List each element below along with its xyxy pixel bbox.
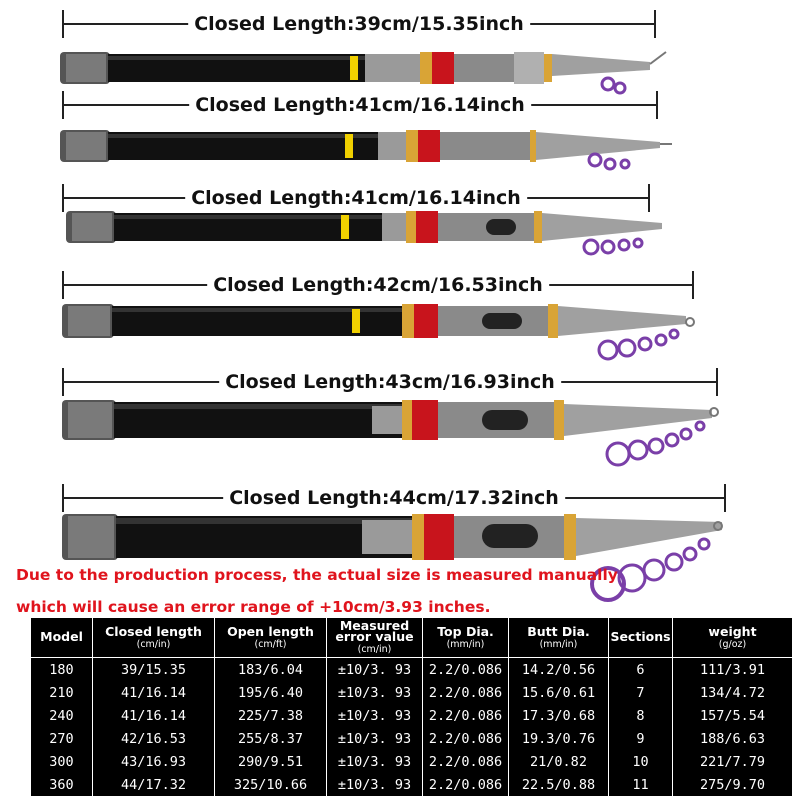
cell-sections: 8 xyxy=(609,704,673,727)
cell-weight: 134/4.72 xyxy=(673,681,793,704)
cell-weight: 221/7.79 xyxy=(673,750,793,773)
cell-weight: 157/5.54 xyxy=(673,704,793,727)
cell-top-dia: 2.2/0.086 xyxy=(423,773,509,796)
cell-sections: 7 xyxy=(609,681,673,704)
closed-length-label: Closed Length:44cm/17.32inch xyxy=(223,484,565,512)
header-closed-length: Closed length (cm/in) xyxy=(93,618,215,658)
header-measured-error: Measured error value (cm/in) xyxy=(327,618,423,658)
rod-image xyxy=(62,298,698,378)
cell-sections: 9 xyxy=(609,727,673,750)
header-model: Model xyxy=(31,618,93,658)
cell-open-length: 195/6.40 xyxy=(215,681,327,704)
cell-error: ±10/3. 93 xyxy=(327,658,423,682)
cell-butt-dia: 15.6/0.61 xyxy=(509,681,609,704)
cell-model: 270 xyxy=(31,727,93,750)
cell-butt-dia: 17.3/0.68 xyxy=(509,704,609,727)
cell-weight: 275/9.70 xyxy=(673,773,793,796)
rod-drawing xyxy=(62,514,722,600)
cell-closed-length: 39/15.35 xyxy=(93,658,215,682)
cell-model: 180 xyxy=(31,658,93,682)
cell-sections: 10 xyxy=(609,750,673,773)
dimension-line-rod-300 xyxy=(62,368,718,396)
dimension-line-rod-360 xyxy=(62,484,726,512)
table-row xyxy=(31,658,793,682)
cell-open-length: 225/7.38 xyxy=(215,704,327,727)
rod-image xyxy=(66,205,666,270)
cell-weight: 188/6.63 xyxy=(673,727,793,750)
cell-top-dia: 2.2/0.086 xyxy=(423,704,509,727)
dimension-line-rod-270 xyxy=(62,271,694,299)
table-row xyxy=(31,750,793,773)
cell-error: ±10/3. 93 xyxy=(327,704,423,727)
cell-model: 240 xyxy=(31,704,93,727)
header-weight: weight (g/oz) xyxy=(673,618,793,658)
rod-drawing xyxy=(66,211,662,254)
cell-open-length: 183/6.04 xyxy=(215,658,327,682)
cell-closed-length: 42/16.53 xyxy=(93,727,215,750)
cell-error: ±10/3. 93 xyxy=(327,750,423,773)
header-sections: Sections xyxy=(609,618,673,658)
table-row xyxy=(31,704,793,727)
cell-butt-dia: 21/0.82 xyxy=(509,750,609,773)
rod-drawing xyxy=(62,400,718,465)
cell-top-dia: 2.2/0.086 xyxy=(423,727,509,750)
cell-top-dia: 2.2/0.086 xyxy=(423,681,509,704)
cell-top-dia: 2.2/0.086 xyxy=(423,750,509,773)
table-row xyxy=(31,773,793,796)
header-top-dia: Top Dia. (mm/in) xyxy=(423,618,509,658)
cell-butt-dia: 14.2/0.56 xyxy=(509,658,609,682)
cell-error: ±10/3. 93 xyxy=(327,727,423,750)
cell-open-length: 290/9.51 xyxy=(215,750,327,773)
closed-length-label: Closed Length:42cm/16.53inch xyxy=(207,271,549,299)
notice-line-2: which will cause an error range of +10cm/3.93 inches. xyxy=(16,598,491,616)
spec-table xyxy=(30,617,793,796)
cell-closed-length: 43/16.93 xyxy=(93,750,215,773)
rod-drawing xyxy=(60,52,666,93)
cell-error: ±10/3. 93 xyxy=(327,773,423,796)
closed-length-label: Closed Length:39cm/15.35inch xyxy=(188,10,530,38)
cell-open-length: 255/8.37 xyxy=(215,727,327,750)
cell-model: 300 xyxy=(31,750,93,773)
cell-sections: 6 xyxy=(609,658,673,682)
cell-butt-dia: 22.5/0.88 xyxy=(509,773,609,796)
cell-model: 360 xyxy=(31,773,93,796)
rod-image xyxy=(62,396,722,486)
rod-drawing xyxy=(62,304,694,359)
header-open-length: Open length (cm/ft) xyxy=(215,618,327,658)
cell-top-dia: 2.2/0.086 xyxy=(423,658,509,682)
table-header-row xyxy=(31,618,793,658)
cell-error: ±10/3. 93 xyxy=(327,681,423,704)
rod-image xyxy=(60,120,675,180)
closed-length-label: Closed Length:43cm/16.93inch xyxy=(219,368,561,396)
cell-closed-length: 41/16.14 xyxy=(93,681,215,704)
cell-open-length: 325/10.66 xyxy=(215,773,327,796)
notice-line-1: Due to the production process, the actual size is measured manually xyxy=(16,566,618,584)
cell-sections: 11 xyxy=(609,773,673,796)
cell-closed-length: 41/16.14 xyxy=(93,704,215,727)
cell-model: 210 xyxy=(31,681,93,704)
closed-length-label: Closed Length:41cm/16.14inch xyxy=(189,91,531,119)
cell-butt-dia: 19.3/0.76 xyxy=(509,727,609,750)
cell-closed-length: 44/17.32 xyxy=(93,773,215,796)
table-row xyxy=(31,681,793,704)
table-row xyxy=(31,727,793,750)
closed-length-label: Closed Length:41cm/16.14inch xyxy=(185,184,527,212)
cell-weight: 111/3.91 xyxy=(673,658,793,682)
dimension-line-rod-180 xyxy=(62,10,656,38)
header-butt-dia: Butt Dia. (mm/in) xyxy=(509,618,609,658)
dimension-line-rod-210 xyxy=(62,91,658,119)
rod-drawing xyxy=(60,130,672,169)
